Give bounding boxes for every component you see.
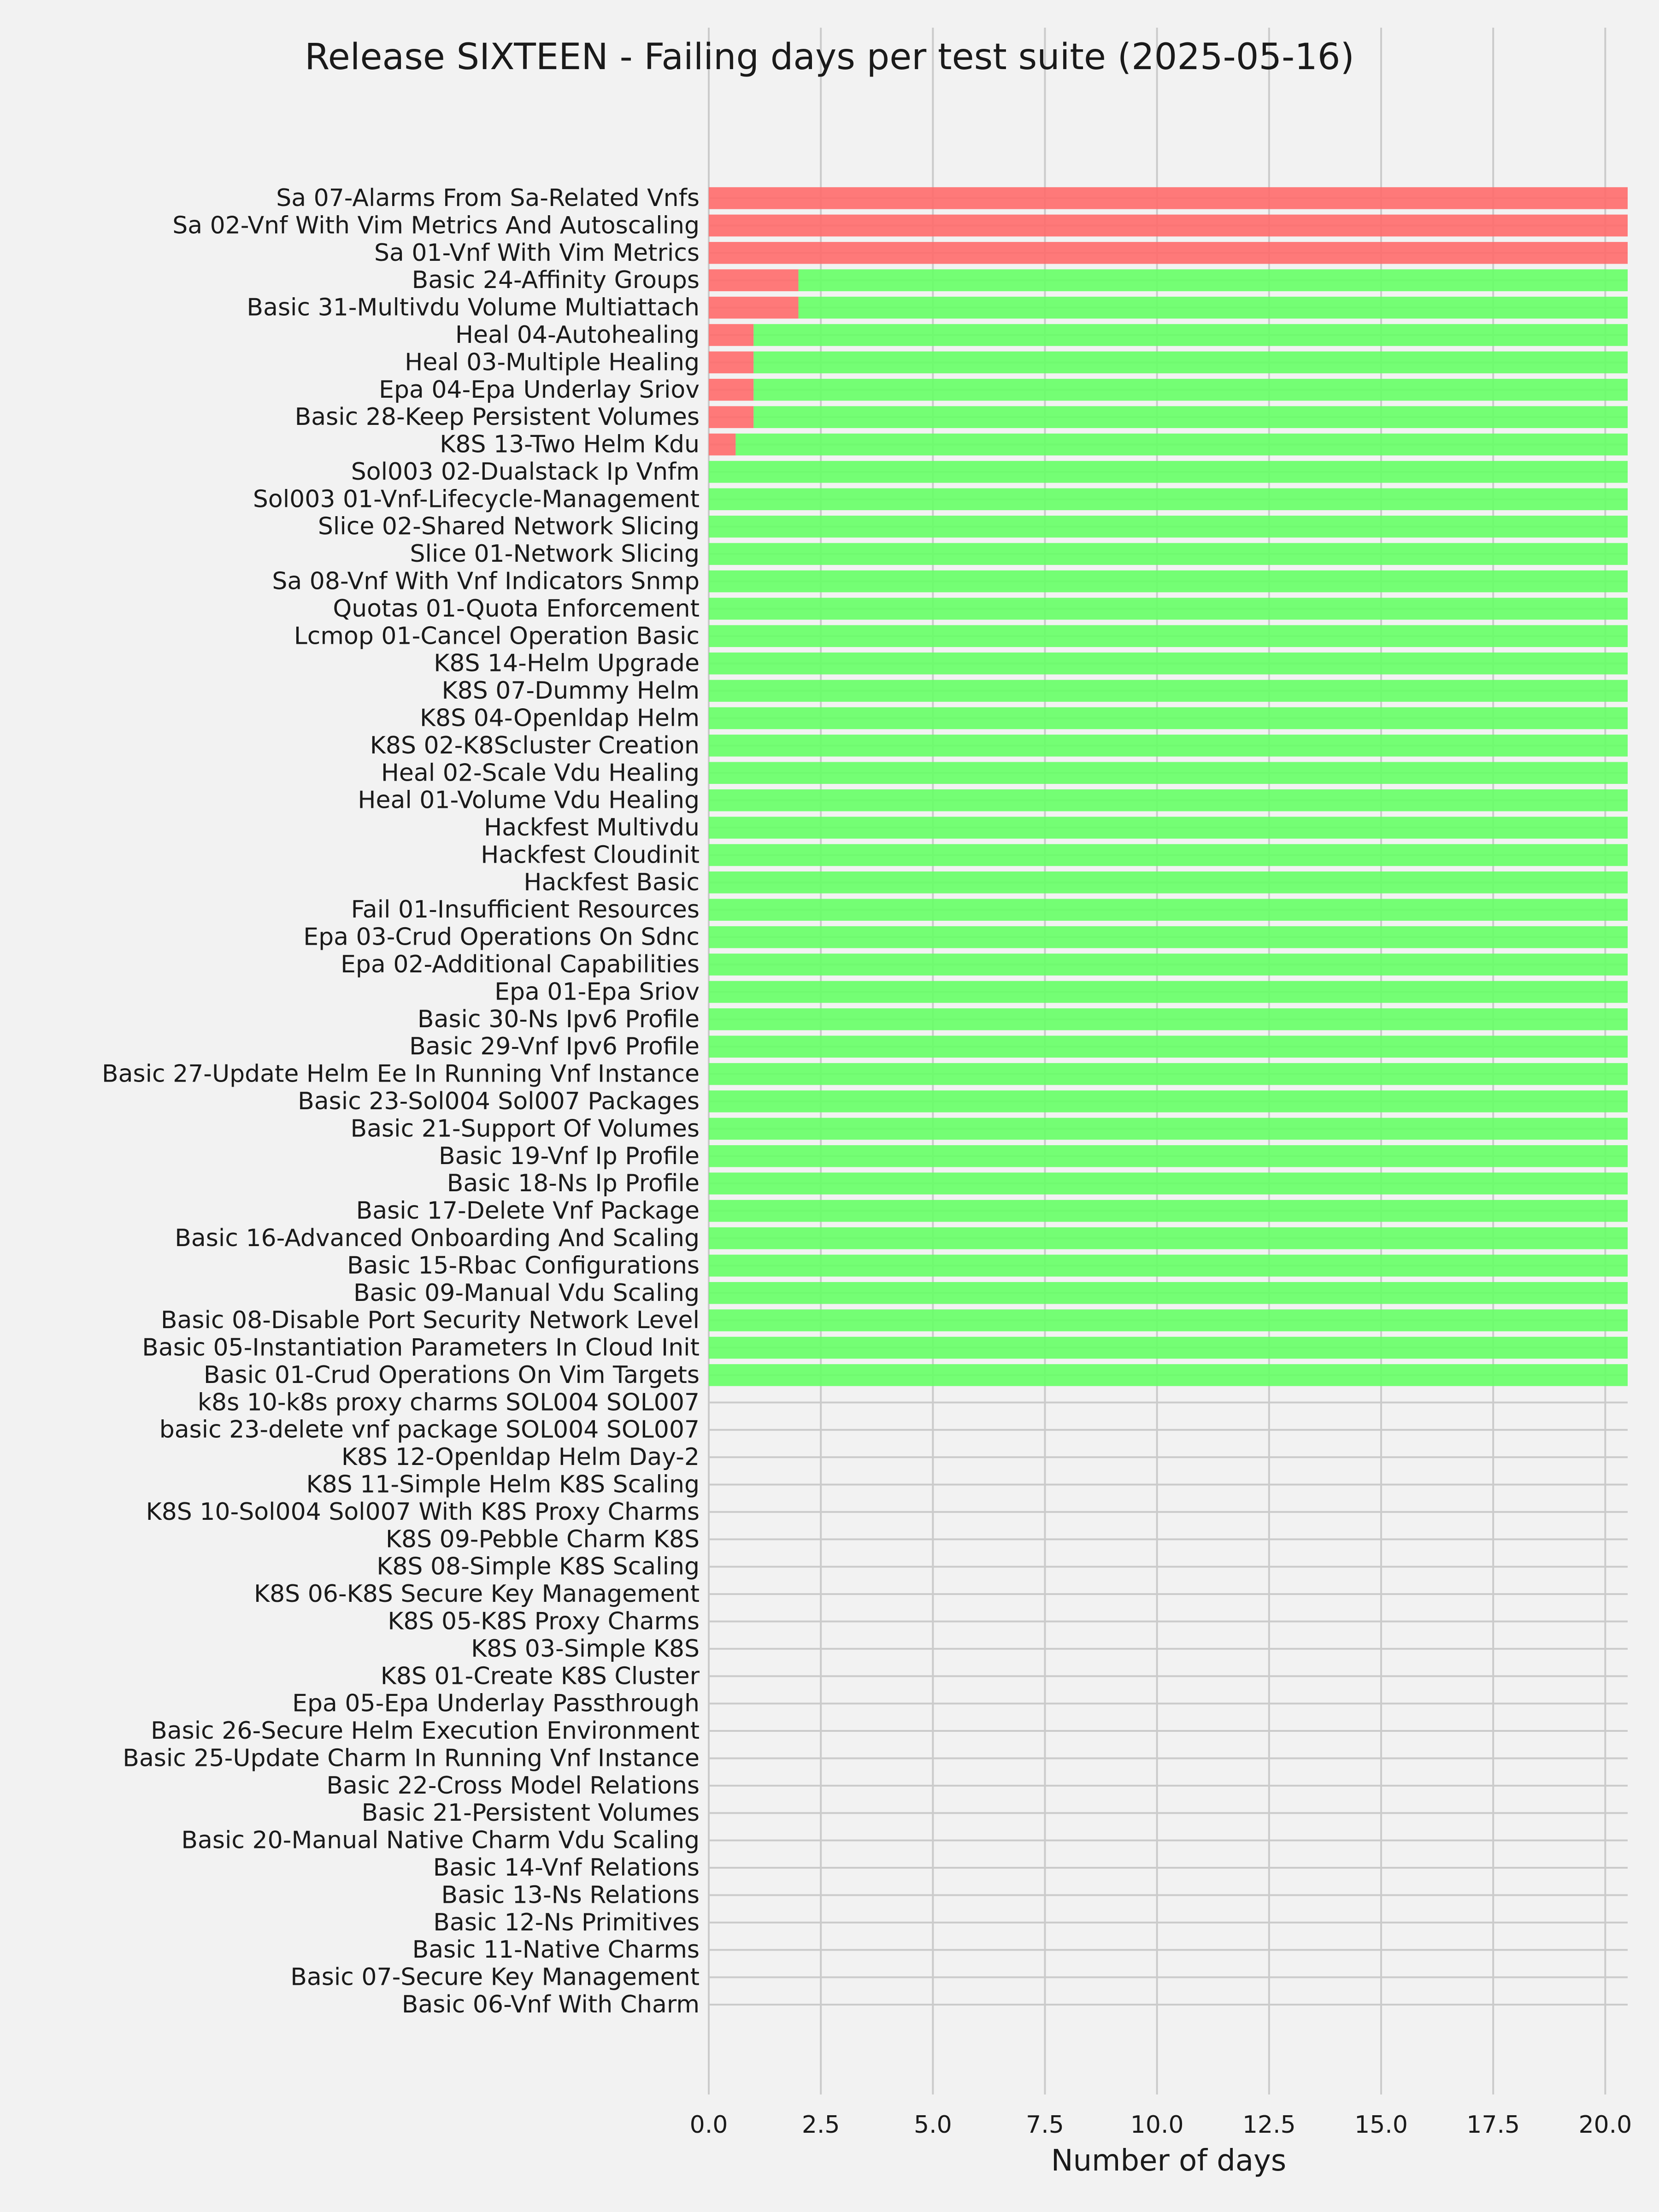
category-label: K8S 12-Openldap Helm Day-2 xyxy=(341,1443,700,1471)
category-label: Basic 13-Ns Relations xyxy=(441,1881,700,1909)
category-label: Basic 17-Delete Vnf Package xyxy=(356,1197,700,1225)
category-label: Quotas 01-Quota Enforcement xyxy=(333,594,700,623)
bar-passing-segment xyxy=(753,379,1628,401)
category-label: Basic 16-Advanced Onboarding And Scaling xyxy=(175,1224,700,1252)
x-tick-label: 20.0 xyxy=(1578,2111,1632,2139)
bar-passing-segment xyxy=(709,735,1628,757)
bar-passing-segment xyxy=(709,543,1628,565)
category-label: Hackfest Basic xyxy=(524,868,700,896)
bar-failing-segment xyxy=(709,297,799,319)
bar-passing-segment xyxy=(753,324,1628,346)
category-label: K8S 11-Simple Helm K8S Scaling xyxy=(306,1471,700,1499)
category-label: Basic 30-Ns Ipv6 Profile xyxy=(417,1005,700,1033)
bar-passing-segment xyxy=(709,461,1628,483)
category-label: Basic 14-Vnf Relations xyxy=(433,1854,700,1882)
category-label: Basic 11-Native Charms xyxy=(412,1936,700,1964)
category-label: Sol003 01-Vnf-Lifecycle-Management xyxy=(253,485,700,513)
category-label: Sa 07-Alarms From Sa-Related Vnfs xyxy=(276,184,700,212)
bar-failing-segment xyxy=(709,269,799,291)
bar-failing-segment xyxy=(709,434,735,456)
bar-passing-segment xyxy=(709,1364,1628,1386)
bar-passing-segment xyxy=(709,1145,1628,1167)
category-label: K8S 03-Simple K8S xyxy=(471,1635,700,1663)
bar-passing-segment xyxy=(709,653,1628,675)
bar-passing-segment xyxy=(709,707,1628,729)
bar-passing-segment xyxy=(709,1063,1628,1085)
category-label: K8S 06-K8S Secure Key Management xyxy=(253,1580,700,1608)
category-label: Basic 01-Crud Operations On Vim Targets xyxy=(203,1361,700,1389)
category-label: Basic 24-Affinity Groups xyxy=(412,266,700,294)
x-tick-label: 17.5 xyxy=(1466,2111,1520,2139)
category-label: Basic 18-Ns Ip Profile xyxy=(447,1170,700,1198)
category-label: Epa 02-Additional Capabilities xyxy=(341,951,700,979)
bar-passing-segment xyxy=(709,926,1628,948)
category-label: Basic 06-Vnf With Charm xyxy=(401,1991,700,2018)
bar-failing-segment xyxy=(709,379,753,401)
bar-failing-segment xyxy=(709,242,1628,264)
category-label: Heal 01-Volume Vdu Healing xyxy=(358,786,700,814)
bar-passing-segment xyxy=(709,1227,1628,1249)
bars-layer xyxy=(709,187,1628,1386)
bar-passing-segment xyxy=(709,1008,1628,1030)
bar-passing-segment xyxy=(709,1118,1628,1140)
bar-passing-segment xyxy=(709,817,1628,839)
x-tick-label: 5.0 xyxy=(913,2111,952,2139)
category-labels xyxy=(102,184,700,2018)
bar-passing-segment xyxy=(709,981,1628,1003)
category-label: K8S 02-K8Scluster Creation xyxy=(370,731,700,759)
category-label: Sa 08-Vnf With Vnf Indicators Snmp xyxy=(272,567,700,595)
category-label: Basic 26-Secure Helm Execution Environment xyxy=(151,1717,700,1745)
bar-passing-segment xyxy=(709,488,1628,511)
bar-passing-segment xyxy=(709,625,1628,647)
bar-passing-segment xyxy=(709,789,1628,812)
category-label: Heal 03-Multiple Healing xyxy=(405,348,700,377)
category-label: K8S 05-K8S Proxy Charms xyxy=(388,1607,700,1635)
bar-failing-segment xyxy=(709,352,753,374)
bar-passing-segment xyxy=(735,434,1628,456)
category-label: Heal 04-Autohealing xyxy=(455,321,700,349)
category-label: Basic 21-Persistent Volumes xyxy=(361,1799,700,1827)
category-label: Epa 03-Crud Operations On Sdnc xyxy=(303,923,700,951)
x-tick-label: 7.5 xyxy=(1026,2111,1064,2139)
category-label: Basic 15-Rbac Configurations xyxy=(347,1252,700,1280)
category-label: Basic 27-Update Helm Ee In Running Vnf Instance xyxy=(101,1060,700,1088)
category-label: Slice 01-Network Slicing xyxy=(410,540,700,568)
category-label: Fail 01-Insufficient Resources xyxy=(351,896,700,924)
category-label: K8S 07-Dummy Helm xyxy=(441,677,700,705)
category-label: Lcmop 01-Cancel Operation Basic xyxy=(294,622,700,650)
bar-passing-segment xyxy=(709,844,1628,866)
category-label: Basic 20-Manual Native Charm Vdu Scaling xyxy=(181,1826,700,1854)
category-label: Basic 22-Cross Model Relations xyxy=(326,1771,700,1800)
bar-passing-segment xyxy=(799,297,1628,319)
bar-passing-segment xyxy=(709,871,1628,894)
category-label: Basic 29-Vnf Ipv6 Profile xyxy=(409,1033,700,1061)
bar-passing-segment xyxy=(709,1172,1628,1194)
category-label: K8S 09-Pebble Charm K8S xyxy=(385,1525,700,1553)
category-label: Basic 12-Ns Primitives xyxy=(433,1908,700,1936)
bar-failing-segment xyxy=(709,187,1628,209)
category-label: Sa 02-Vnf With Vim Metrics And Autoscaling xyxy=(172,212,700,240)
category-label: Epa 05-Epa Underlay Passthrough xyxy=(292,1689,700,1718)
bar-passing-segment xyxy=(753,406,1628,428)
bar-passing-segment xyxy=(709,516,1628,538)
bar-passing-segment xyxy=(709,680,1628,702)
bar-passing-segment xyxy=(799,269,1628,291)
category-label: K8S 14-Helm Upgrade xyxy=(434,649,700,677)
bar-passing-segment xyxy=(709,571,1628,593)
bar-passing-segment xyxy=(709,1255,1628,1277)
category-label: K8S 01-Create K8S Cluster xyxy=(380,1662,700,1690)
category-label: K8S 10-Sol004 Sol007 With K8S Proxy Charms xyxy=(146,1498,700,1526)
bar-passing-segment xyxy=(709,899,1628,921)
bar-failing-segment xyxy=(709,215,1628,237)
category-label: Hackfest Multivdu xyxy=(484,814,700,842)
x-tick-label: 15.0 xyxy=(1354,2111,1408,2139)
category-label: Basic 21-Support Of Volumes xyxy=(350,1115,700,1143)
category-label: Epa 01-Epa Sriov xyxy=(494,978,700,1006)
bar-passing-segment xyxy=(709,1309,1628,1331)
category-label: Basic 19-Vnf Ip Profile xyxy=(438,1142,700,1170)
bar-passing-segment xyxy=(709,1200,1628,1222)
x-tick-label: 10.0 xyxy=(1130,2111,1184,2139)
bar-passing-segment xyxy=(709,598,1628,620)
category-label: Hackfest Cloudinit xyxy=(481,841,700,869)
category-label: K8S 13-Two Helm Kdu xyxy=(440,430,700,459)
category-label: Slice 02-Shared Network Slicing xyxy=(318,512,700,541)
x-tick-label: 12.5 xyxy=(1242,2111,1296,2139)
x-tick-label: 2.5 xyxy=(801,2111,840,2139)
x-axis-title: Number of days xyxy=(1051,2144,1287,2178)
category-label: Sa 01-Vnf With Vim Metrics xyxy=(374,239,700,267)
category-label: Basic 25-Update Charm In Running Vnf Instance xyxy=(123,1744,700,1772)
category-label: basic 23-delete vnf package SOL004 SOL007 xyxy=(159,1416,700,1444)
bar-passing-segment xyxy=(709,1337,1628,1359)
category-label: Basic 28-Keep Persistent Volumes xyxy=(294,403,700,431)
category-label: K8S 08-Simple K8S Scaling xyxy=(377,1553,700,1581)
category-label: Basic 08-Disable Port Security Network Level xyxy=(160,1306,700,1335)
category-label: K8S 04-Openldap Helm xyxy=(419,704,700,732)
category-label: Epa 04-Epa Underlay Sriov xyxy=(379,376,700,404)
bar-passing-segment xyxy=(709,1035,1628,1058)
bar-passing-segment xyxy=(709,762,1628,784)
category-label: Basic 31-Multivdu Volume Multiattach xyxy=(247,294,700,322)
bar-passing-segment xyxy=(753,352,1628,374)
bar-passing-segment xyxy=(709,1282,1628,1304)
bar-passing-segment xyxy=(709,953,1628,976)
bar-passing-segment xyxy=(709,1090,1628,1112)
category-label: Basic 23-Sol004 Sol007 Packages xyxy=(298,1088,700,1115)
category-label: Basic 07-Secure Key Management xyxy=(290,1963,700,1991)
x-tick-labels xyxy=(690,2111,1632,2139)
category-label: Sol003 02-Dualstack Ip Vnfm xyxy=(351,458,700,486)
category-label: Basic 09-Manual Vdu Scaling xyxy=(353,1279,700,1307)
x-tick-label: 0.0 xyxy=(689,2111,728,2139)
category-label: Basic 05-Instantiation Parameters In Cloud Init xyxy=(142,1334,700,1362)
bar-failing-segment xyxy=(709,324,753,346)
bar-failing-segment xyxy=(709,406,753,428)
chart-title: Release SIXTEEN - Failing days per test suite (2025-05-16) xyxy=(305,36,1354,78)
category-label: k8s 10-k8s proxy charms SOL004 SOL007 xyxy=(197,1388,700,1417)
category-label: Heal 02-Scale Vdu Healing xyxy=(381,759,700,787)
